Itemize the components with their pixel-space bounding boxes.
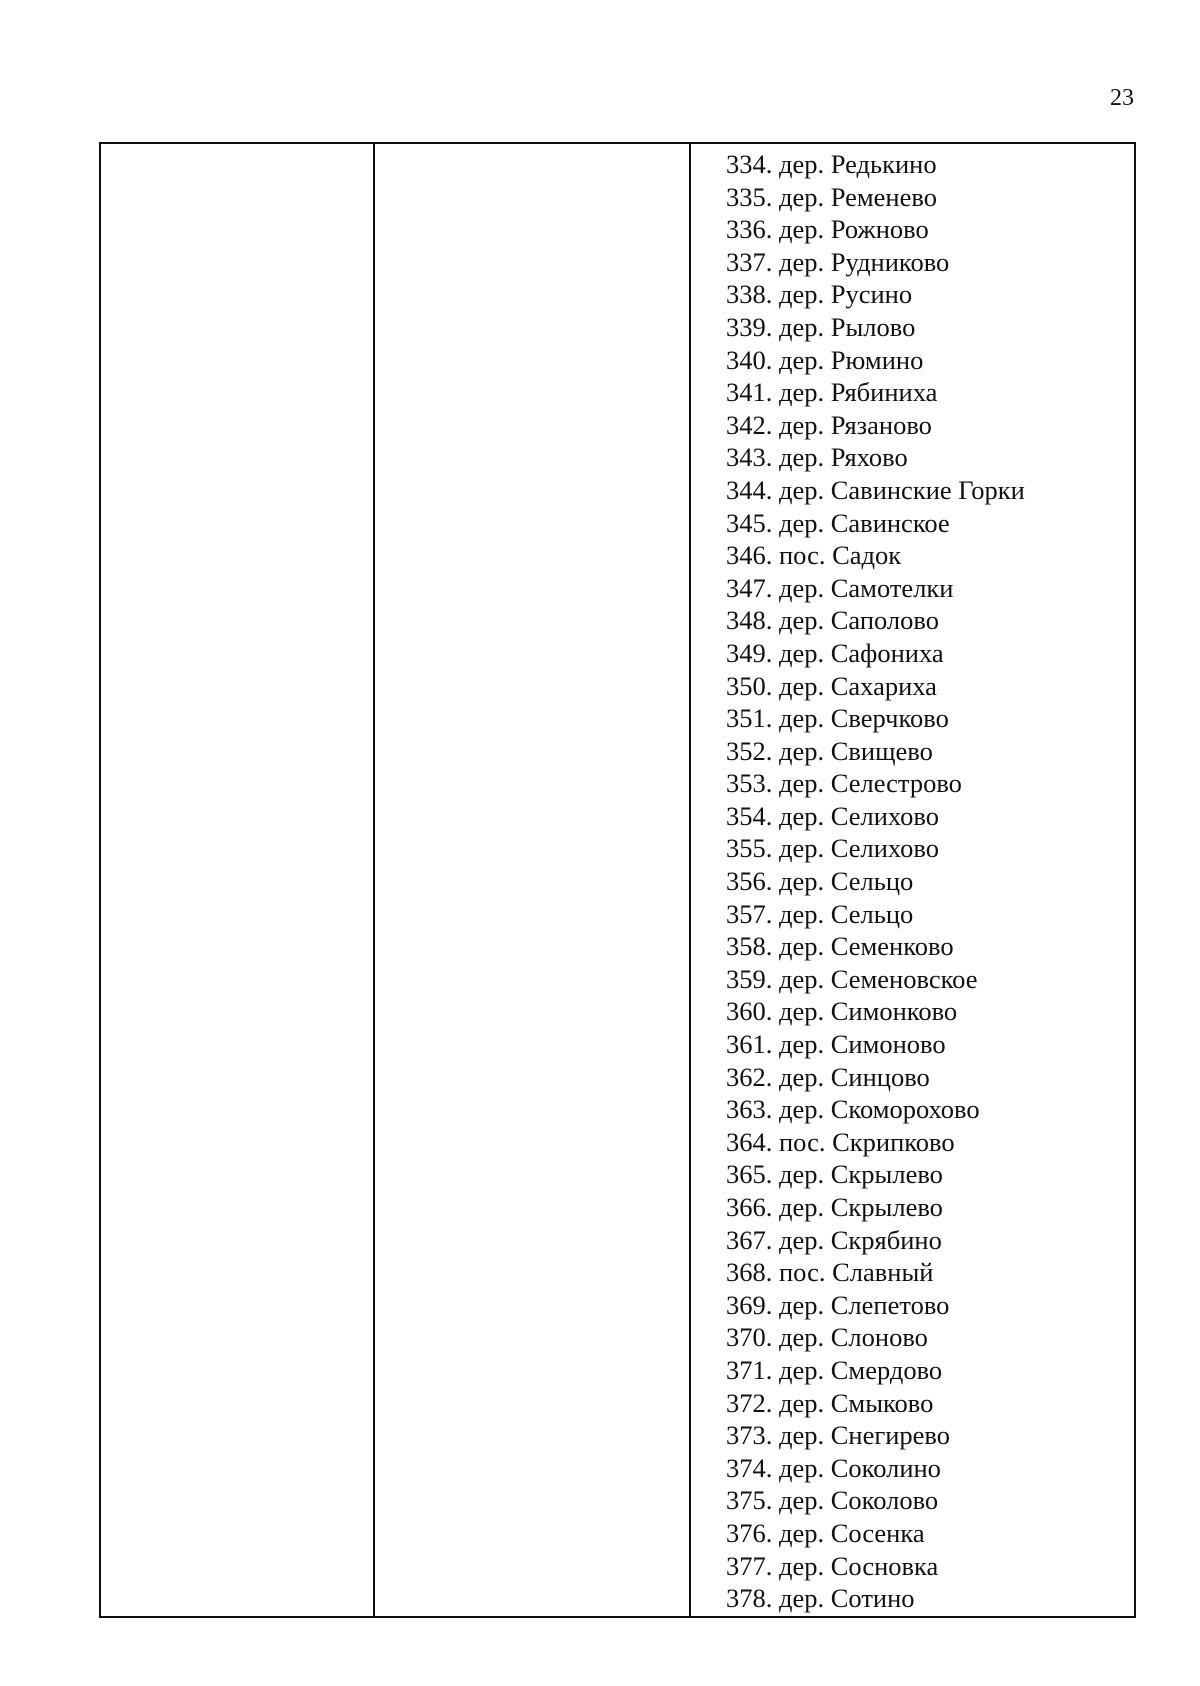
table-column-settlements: [691, 144, 1134, 1616]
page-number: 23: [1110, 85, 1134, 111]
list-item: 338. дер. Русино: [726, 279, 913, 310]
list-item: 358. дер. Семенково: [726, 931, 954, 962]
list-item: 346. пос. Садок: [726, 540, 902, 571]
list-item: 343. дер. Ряхово: [726, 442, 908, 473]
list-item: 377. дер. Сосновка: [726, 1550, 939, 1581]
list-item: 344. дер. Савинские Горки: [726, 474, 1025, 505]
list-item: 352. дер. Свищево: [726, 735, 933, 766]
list-item: 334. дер. Редькино: [726, 149, 937, 179]
list-item: 366. дер. Скрылево: [726, 1192, 943, 1222]
list-item: 337. дер. Рудниково: [726, 246, 950, 277]
list-item: 368. пос. Славный: [726, 1257, 934, 1288]
list-item: 347. дер. Самотелки: [726, 572, 954, 603]
list-item: 367. дер. Скрябино: [726, 1224, 942, 1255]
list-item: 364. пос. Скрипково: [726, 1126, 955, 1157]
list-item: 349. дер. Сафониха: [726, 637, 944, 668]
list-item: 350. дер. Сахариха: [726, 670, 937, 701]
list-item: 345. дер. Савинское: [726, 507, 950, 538]
list-item: 341. дер. Рябиниха: [726, 377, 938, 408]
list-item: 373. дер. Снегирево: [726, 1420, 951, 1451]
list-item: 342. дер. Рязаново: [726, 409, 932, 440]
list-item: 335. дер. Ременево: [726, 181, 937, 212]
list-item: 370. дер. Слоново: [726, 1322, 928, 1353]
list-item: 363. дер. Скоморохово: [726, 1094, 980, 1125]
list-item: 357. дер. Сельцо: [726, 898, 914, 929]
list-item: 336. дер. Рожново: [726, 214, 929, 245]
list-item: 355. дер. Селихово: [726, 833, 939, 864]
list-item: 348. дер. Саполово: [726, 605, 939, 636]
list-item: 372. дер. Смыково: [726, 1387, 934, 1418]
table-column-empty-2: [375, 144, 691, 1616]
list-item: 361. дер. Симоново: [726, 1029, 946, 1060]
list-item: 365. дер. Скрылево: [726, 1159, 943, 1190]
list-item: 351. дер. Сверчково: [726, 703, 949, 734]
list-item: 360. дер. Симонково: [726, 996, 958, 1027]
list-item: 362. дер. Синцово: [726, 1061, 930, 1092]
list-item: 378. дер. Сотино: [726, 1583, 915, 1614]
table-column-empty-1: [101, 144, 375, 1616]
list-item: 356. дер. Сельцо: [726, 866, 914, 897]
list-item: 359. дер. Семеновское: [726, 963, 978, 994]
list-item: 375. дер. Соколово: [726, 1485, 939, 1516]
list-item: 339. дер. Рылово: [726, 311, 916, 342]
settlements-table: [99, 142, 1136, 1618]
list-item: 353. дер. Селестрово: [726, 768, 962, 799]
list-item: 340. дер. Рюмино: [726, 344, 924, 375]
settlement-list: [726, 148, 1134, 1615]
list-item: 369. дер. Слепетово: [726, 1289, 950, 1320]
list-item: 371. дер. Смердово: [726, 1354, 943, 1385]
list-item: 374. дер. Соколино: [726, 1452, 941, 1483]
list-item: 354. дер. Селихово: [726, 800, 939, 831]
list-item: 376. дер. Сосенка: [726, 1517, 925, 1548]
